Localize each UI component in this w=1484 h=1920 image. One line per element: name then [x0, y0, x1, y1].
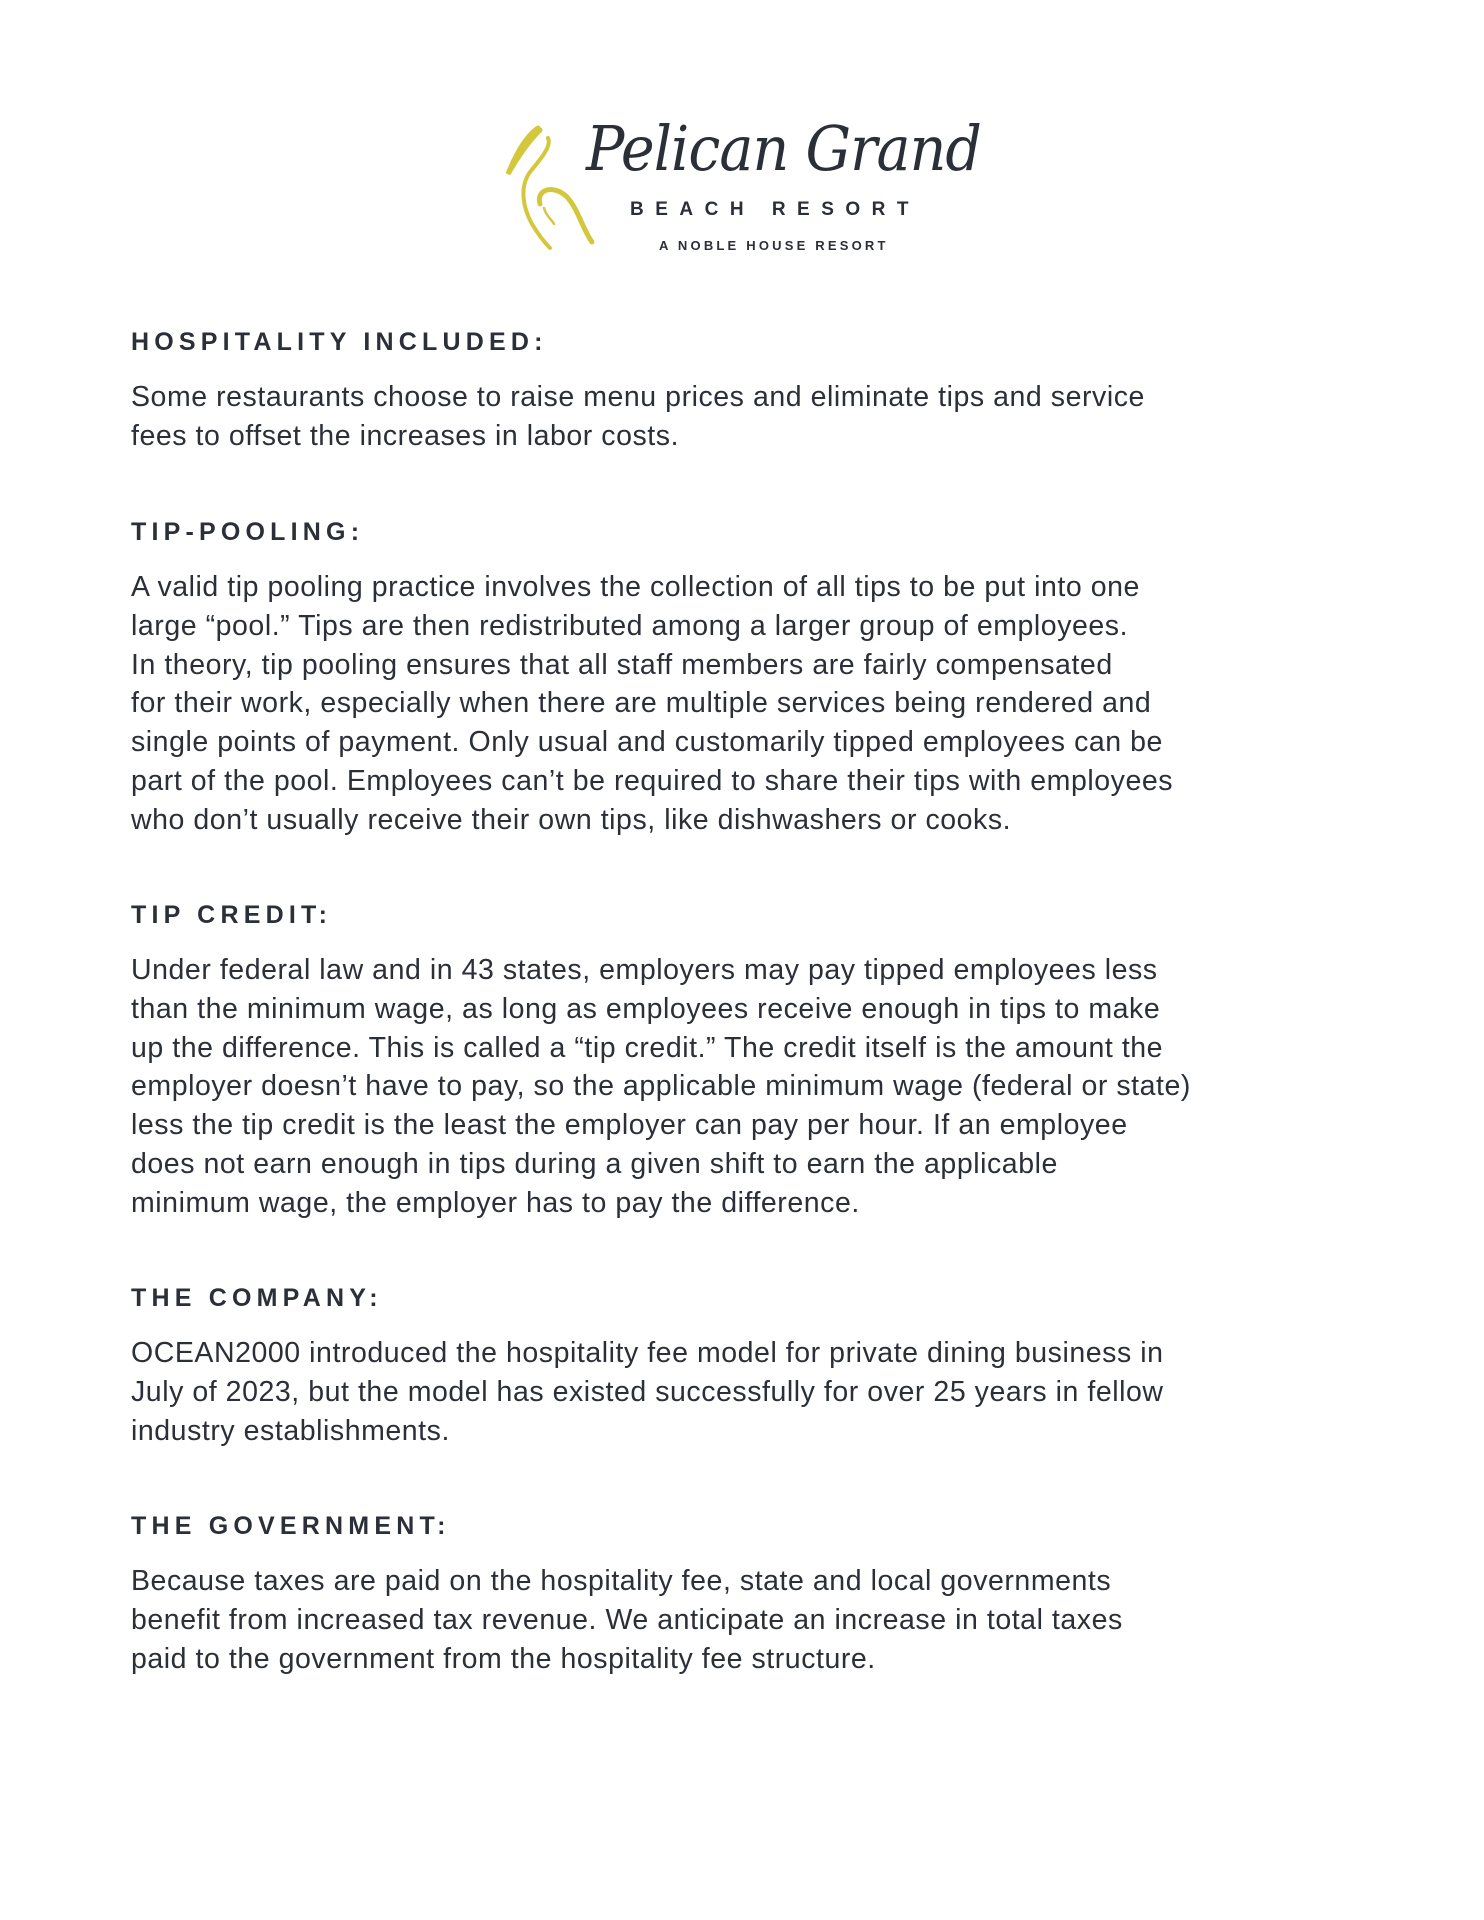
paragraph-line: up the difference. This is called a “tip credit.” The credit itself is the amount the: [131, 1031, 1164, 1064]
paragraph-line: than the minimum wage, as long as employees receive enough in tips to make: [131, 992, 1161, 1025]
section-heading: THE COMPANY:: [131, 1284, 383, 1312]
paragraph-line: less the tip credit is the least the employer can pay per hour. If an employee: [131, 1109, 1128, 1142]
section-heading: HOSPITALITY INCLUDED:: [131, 328, 548, 356]
section-hospitality-included: [131, 322, 1145, 456]
paragraph-line: In theory, tip pooling ensures that all staff members are fairly compensated: [131, 648, 1113, 681]
paragraph-line: benefit from increased tax revenue. We anticipate an increase in total taxes: [131, 1603, 1123, 1636]
paragraph-line: part of the pool. Employees can’t be required to share their tips with employees: [131, 764, 1174, 797]
paragraph-line: OCEAN2000 introduced the hospitality fee model for private dining business in: [131, 1337, 1164, 1369]
paragraph-line: who don’t usually receive their own tips, like dishwashers or cooks.: [131, 803, 1012, 836]
paragraph-line: does not earn enough in tips during a given shift to earn the applicable: [131, 1147, 1058, 1180]
paragraph-line: minimum wage, the employer has to pay the difference.: [131, 1186, 860, 1219]
paragraph-line: employer doesn’t have to pay, so the applicable minimum wage (federal or state): [131, 1070, 1191, 1103]
paragraph-line: industry establishments.: [131, 1414, 450, 1447]
section-heading: TIP-POOLING:: [131, 518, 365, 546]
paragraph-line: for their work, especially when there are multiple services being rendered and: [131, 687, 1152, 720]
paragraph-line: Because taxes are paid on the hospitality fee, state and local governments: [131, 1565, 1112, 1597]
paragraph-line: single points of payment. Only usual and customarily tipped employees can be: [131, 726, 1163, 759]
resort-logo: [496, 112, 996, 256]
section-the-company: [131, 1278, 1164, 1450]
paragraph-line: July of 2023, but the model has existed successfully for over 25 years in fellow: [131, 1375, 1164, 1408]
logo-subtitle: BEACH RESORT: [630, 199, 921, 220]
paragraph-line: Some restaurants choose to raise menu prices and eliminate tips and service: [131, 381, 1145, 413]
paragraph-line: fees to offset the increases in labor costs.: [131, 419, 680, 452]
logo-tagline: A NOBLE HOUSE RESORT: [659, 238, 889, 253]
section-heading: TIP CREDIT:: [131, 901, 333, 929]
paragraph-line: A valid tip pooling practice involves the collection of all tips to be put into one: [131, 571, 1140, 603]
section-tip-pooling: [131, 512, 1173, 840]
section-paragraph: [131, 1334, 1164, 1450]
paragraph-line: paid to the government from the hospitality fee structure.: [131, 1642, 876, 1675]
logo-name: Pelican Grand: [586, 112, 982, 185]
section-heading: THE GOVERNMENT:: [131, 1512, 451, 1540]
section-tip-credit: [131, 895, 1191, 1223]
section-paragraph: [131, 1562, 1123, 1678]
section-paragraph: [131, 951, 1191, 1223]
section-the-government: [131, 1506, 1123, 1678]
section-paragraph: [131, 378, 1145, 456]
paragraph-line: large “pool.” Tips are then redistributed among a larger group of employees.: [131, 609, 1129, 642]
section-paragraph: [131, 568, 1173, 840]
paragraph-line: Under federal law and in 43 states, employers may pay tipped employees less: [131, 954, 1158, 986]
